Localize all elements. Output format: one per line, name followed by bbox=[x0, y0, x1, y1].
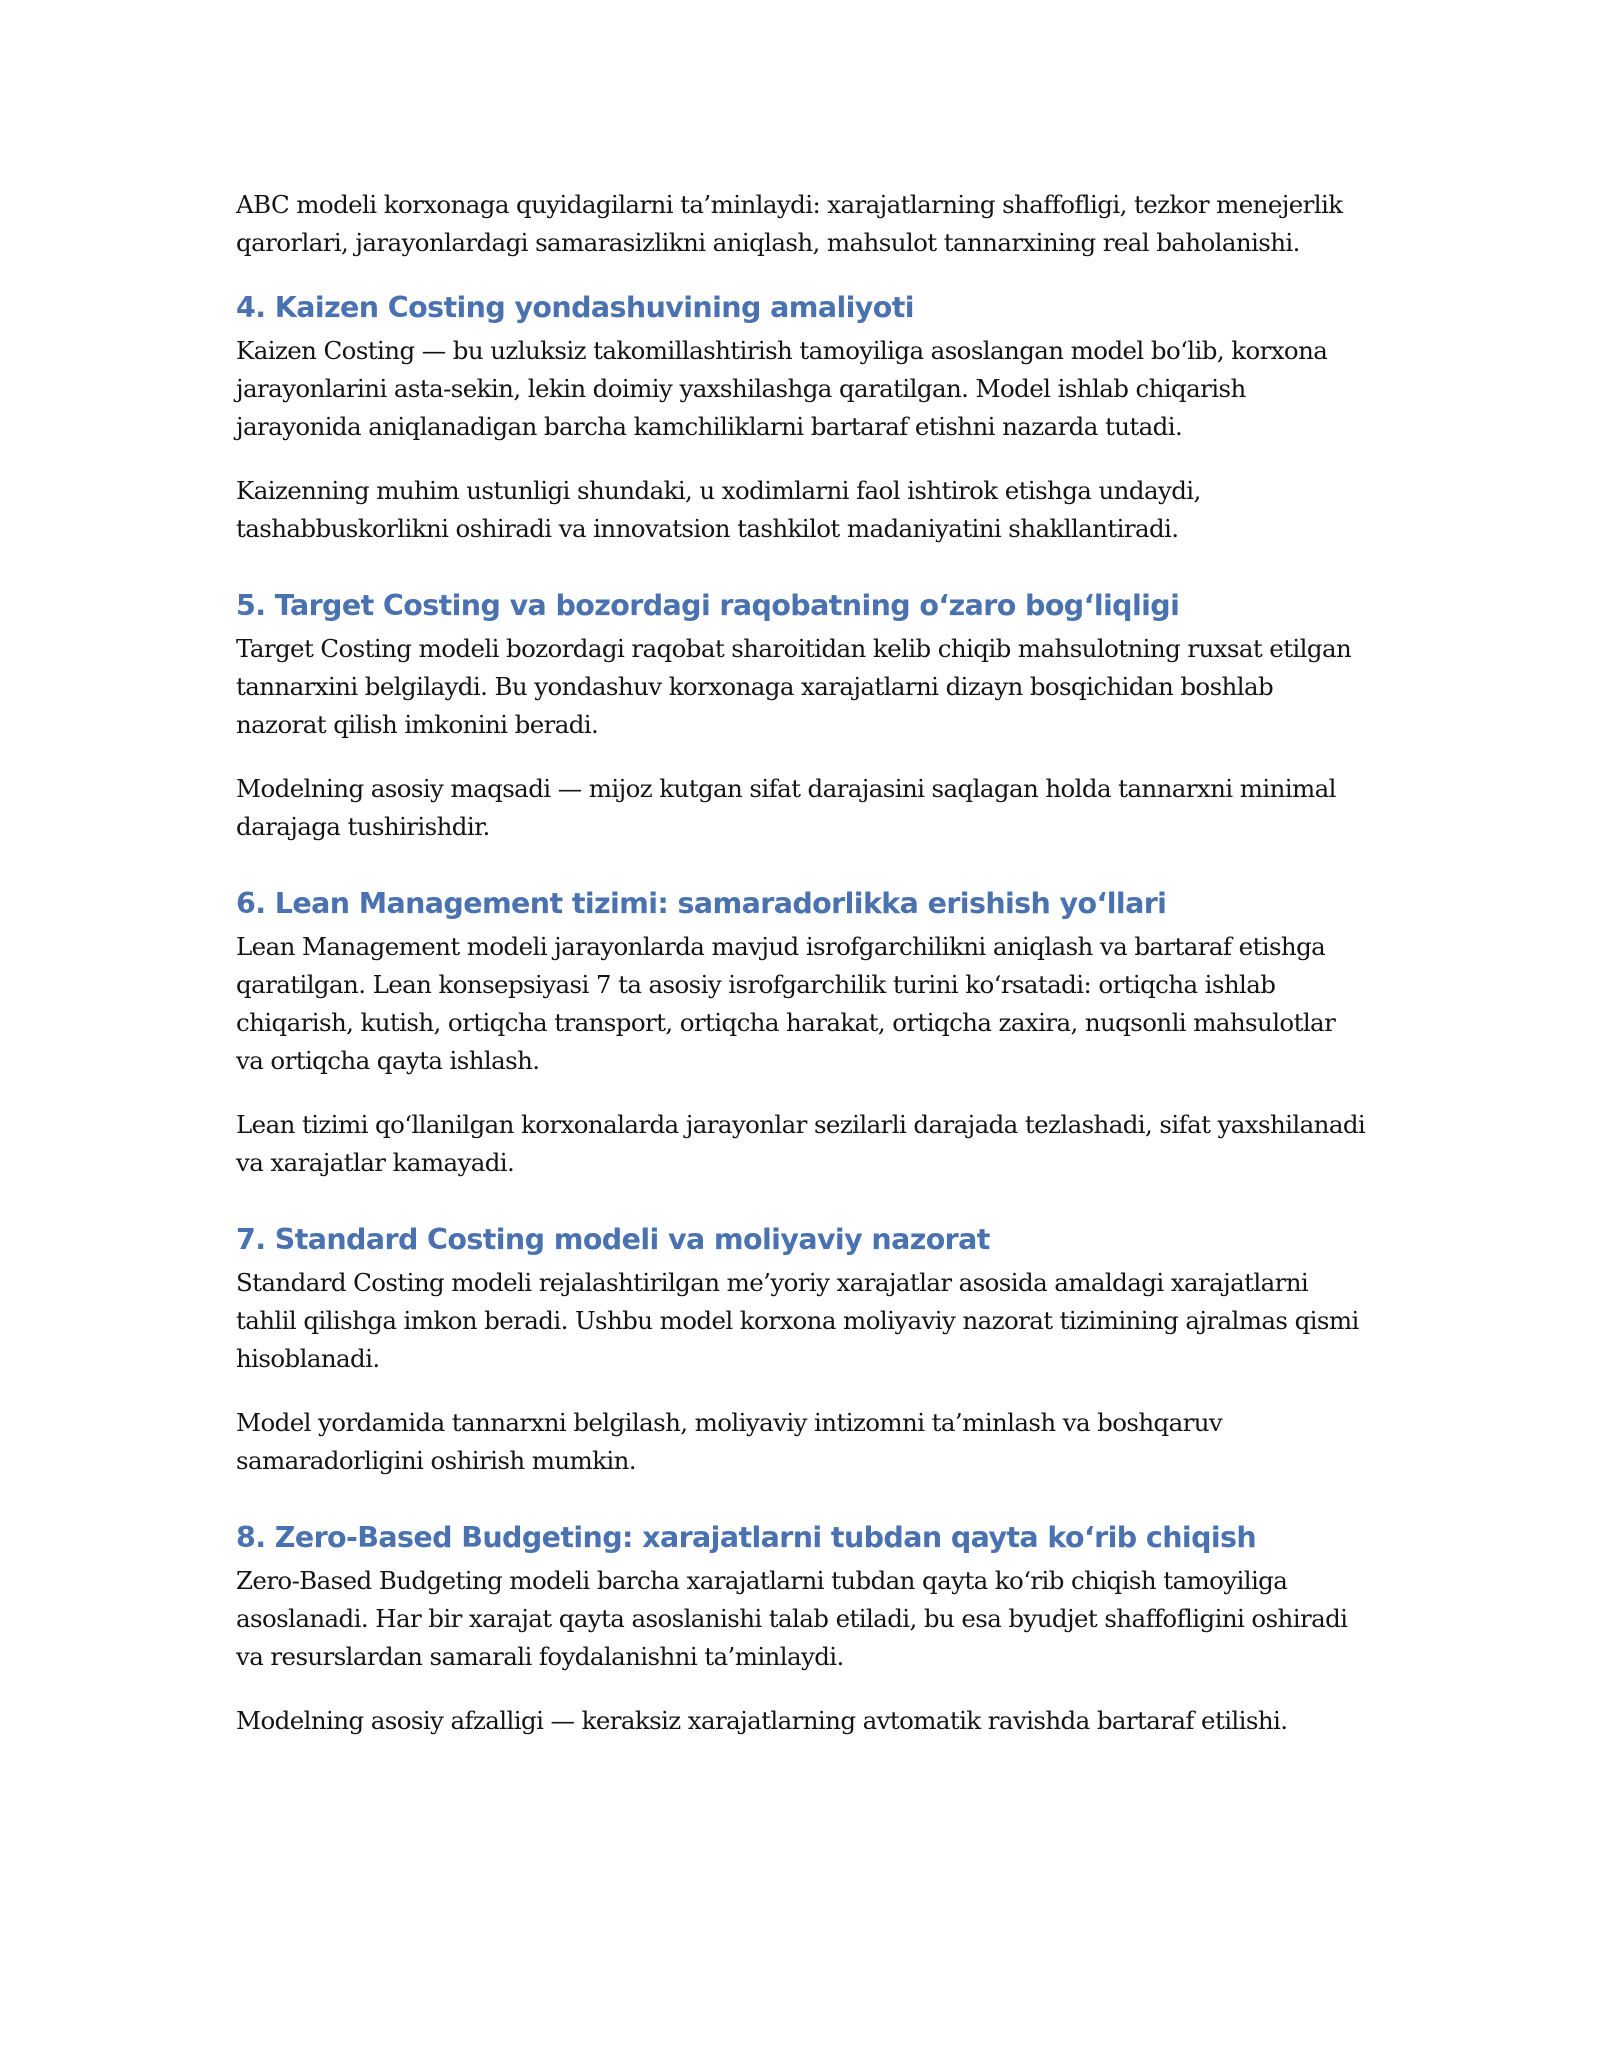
section-paragraph: Zero-Based Budgeting modeli barcha xarajatlarni tubdan qayta ko‘rib chiqish tamoyiliga asoslanadi. Har bir xarajat qayta asoslanishi talab etiladi, bu esa byudjet shaffofligini oshiradi va resurslardan samarali foydalanishni ta’minlaydi. bbox=[236, 1566, 1348, 1671]
section-zero-based-budgeting bbox=[236, 1518, 1366, 1740]
intro-paragraph: ABC modeli korxonaga quyidagilarni ta’minlaydi: xarajatlarning shaffofligi, tezkor menejerlik qarorlari, jarayonlardagi samarasizlikni aniqlash, mahsulot tannarxining real baholanishi. bbox=[236, 190, 1343, 257]
section-heading: 7. Standard Costing modeli va moliyaviy nazorat bbox=[236, 1223, 990, 1256]
section-paragraph: Lean Management modeli jarayonlarda mavjud isrofgarchilikni aniqlash va bartaraf etishga qaratilgan. Lean konsepsiyasi 7 ta asosiy isrofgarchilik turini ko‘rsatadi: ortiqcha ishlab chiqarish, kutish, ortiqcha transport, ortiqcha harakat, ortiqcha zaxira, nuqsonli mahsulotlar va ortiqcha qayta ishlash. bbox=[236, 932, 1336, 1075]
section-paragraph: Kaizenning muhim ustunligi shundaki, u xodimlarni faol ishtirok etishga undaydi, tashabbuskorlikni oshiradi va innovatsion tashkilot madaniyatini shakllantiradi. bbox=[236, 476, 1201, 543]
section-heading: 6. Lean Management tizimi: samaradorlikka erishish yo‘llari bbox=[236, 887, 1167, 920]
section-paragraph: Model yordamida tannarxni belgilash, moliyaviy intizomni ta’minlash va boshqaruv samaradorligini oshirish mumkin. bbox=[236, 1408, 1223, 1475]
section-paragraph: Target Costing modeli bozordagi raqobat sharoitidan kelib chiqib mahsulotning ruxsat etilgan tannarxini belgilaydi. Bu yondashuv korxonaga xarajatlarni dizayn bosqichidan boshlab nazorat qilish imkonini beradi. bbox=[236, 634, 1352, 739]
section-paragraph: Modelning asosiy afzalligi — keraksiz xarajatlarning avtomatik ravishda bartaraf etilishi. bbox=[236, 1706, 1288, 1735]
section-kaizen-costing bbox=[236, 288, 1366, 548]
section-paragraph: Lean tizimi qo‘llanilgan korxonalarda jarayonlar sezilarli darajada tezlashadi, sifat yaxshilanadi va xarajatlar kamayadi. bbox=[236, 1110, 1366, 1177]
section-lean-management bbox=[236, 884, 1366, 1182]
section-paragraph: Standard Costing modeli rejalashtirilgan me’yoriy xarajatlar asosida amaldagi xarajatlarni tahlil qilishga imkon beradi. Ushbu model korxona moliyaviy nazorat tizimining ajralmas qismi hisoblanadi. bbox=[236, 1268, 1359, 1373]
document-page bbox=[236, 186, 1366, 1766]
section-paragraph: Modelning asosiy maqsadi — mijoz kutgan sifat darajasini saqlagan holda tannarxni minimal darajaga tushirishdir. bbox=[236, 774, 1336, 841]
section-heading: 8. Zero-Based Budgeting: xarajatlarni tubdan qayta ko‘rib chiqish bbox=[236, 1521, 1257, 1554]
section-heading: 5. Target Costing va bozordagi raqobatning o‘zaro bog‘liqligi bbox=[236, 589, 1180, 622]
section-paragraph: Kaizen Costing — bu uzluksiz takomillashtirish tamoyiliga asoslangan model bo‘lib, korxona jarayonlarini asta-sekin, lekin doimiy yaxshilashga qaratilgan. Model ishlab chiqarish jarayonida aniqlanadigan barcha kamchiliklarni bartaraf etishni nazarda tutadi. bbox=[236, 336, 1328, 441]
section-target-costing bbox=[236, 586, 1366, 846]
section-standard-costing bbox=[236, 1220, 1366, 1480]
section-heading: 4. Kaizen Costing yondashuvining amaliyoti bbox=[236, 291, 914, 324]
